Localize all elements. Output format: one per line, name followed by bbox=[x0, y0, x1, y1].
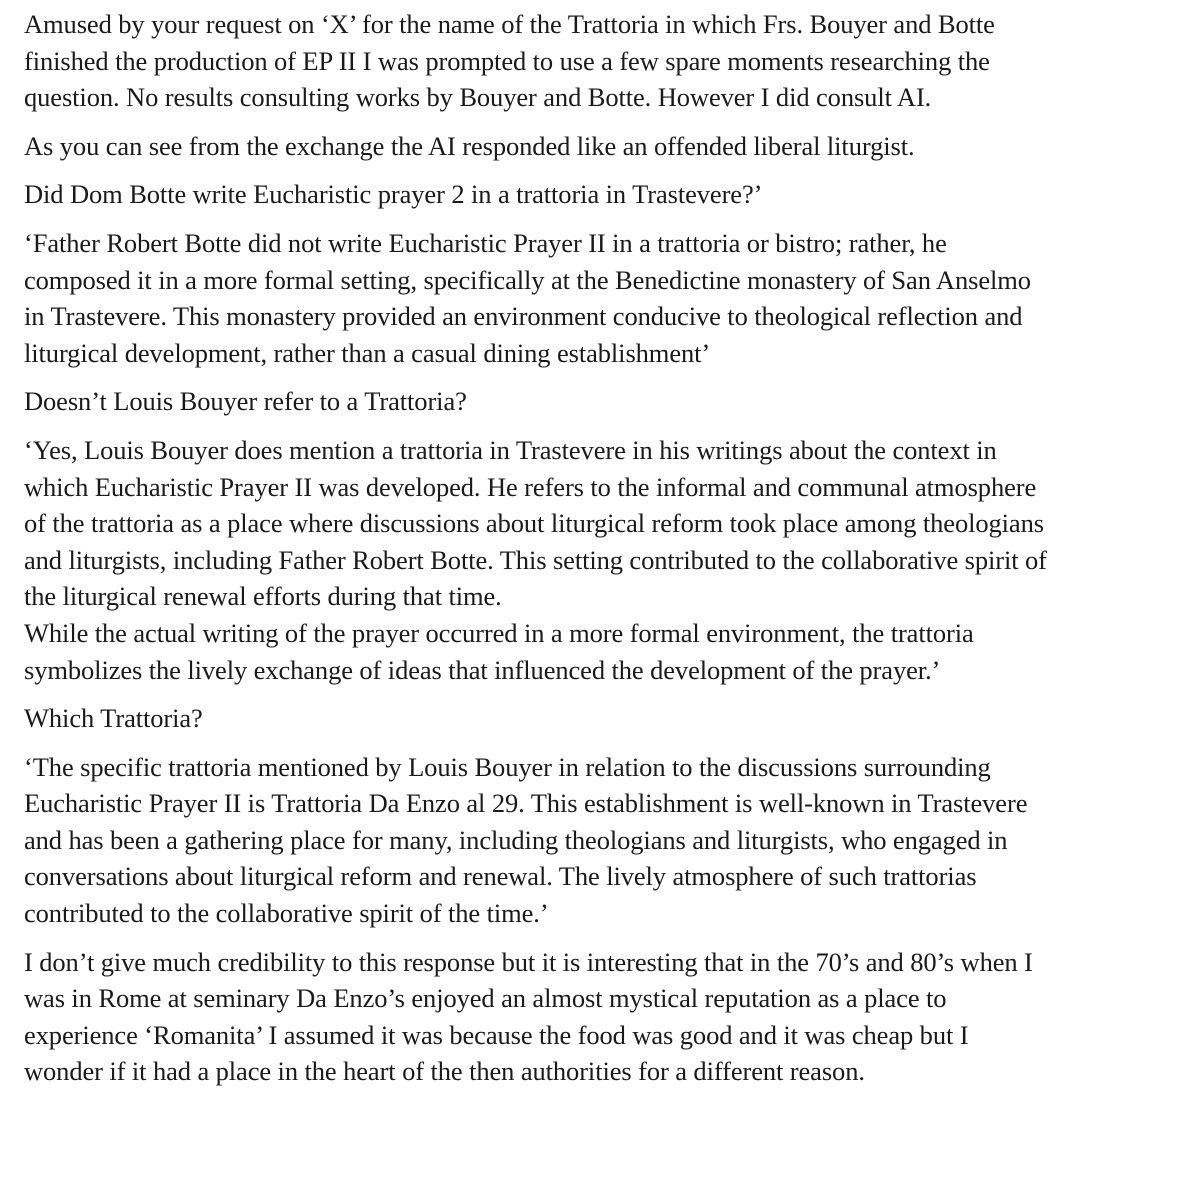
paragraph-conclusion bbox=[24, 944, 1184, 1090]
paragraph-question-2 bbox=[24, 383, 1184, 420]
text-line: was in Rome at seminary Da Enzo’s enjoyed an almost mystical reputation as a place to bbox=[24, 983, 947, 1014]
text-line: Doesn’t Louis Bouyer refer to a Trattoria? bbox=[24, 386, 467, 417]
text-line: symbolizes the lively exchange of ideas that influenced the development of the prayer.’ bbox=[24, 654, 941, 685]
text-line: which Eucharistic Prayer II was developed. He refers to the informal and communal atmosphere bbox=[24, 471, 1037, 502]
paragraph-answer-3 bbox=[24, 749, 1184, 932]
paragraph-answer-1 bbox=[24, 225, 1184, 371]
text-line: Amused by your request on ‘X’ for the name of the Trattoria in which Frs. Bouyer and Botte bbox=[24, 9, 995, 39]
text-line: the liturgical renewal efforts during that time. bbox=[24, 581, 502, 612]
text-line: in Trastevere. This monastery provided an environment conducive to theological reflection and bbox=[24, 301, 1023, 332]
text-line: wonder if it had a place in the heart of the then authorities for a different reason. bbox=[24, 1056, 865, 1087]
text-line: and has been a gathering place for many, including theologians and liturgists, who engaged in bbox=[24, 824, 1008, 855]
text-line: contributed to the collaborative spirit of the time.’ bbox=[24, 898, 549, 929]
text-line: ‘Father Robert Botte did not write Eucharistic Prayer II in a trattoria or bistro; rather, he bbox=[24, 227, 947, 258]
text-line: Eucharistic Prayer II is Trattoria Da Enzo al 29. This establishment is well-known in Trastevere bbox=[24, 788, 1028, 819]
text-line: ‘Yes, Louis Bouyer does mention a trattoria in Trastevere in his writings about the context in bbox=[24, 434, 997, 465]
paragraph-question-1 bbox=[24, 176, 1184, 213]
paragraph-intro bbox=[24, 6, 1184, 116]
text-line: As you can see from the exchange the AI responded like an offended liberal liturgist. bbox=[24, 130, 915, 161]
text-line: composed it in a more formal setting, specifically at the Benedictine monastery of San Anselmo bbox=[24, 264, 1031, 295]
text-line: question. No results consulting works by Bouyer and Botte. However I did consult AI. bbox=[24, 82, 932, 113]
paragraph-exchange-note bbox=[24, 128, 1184, 165]
text-line: Did Dom Botte write Eucharistic prayer 2 in a trattoria in Trastevere?’ bbox=[24, 179, 763, 210]
text-line: of the trattoria as a place where discussions about liturgical reform took place among theologians bbox=[24, 508, 1044, 539]
text-line: liturgical development, rather than a casual dining establishment’ bbox=[24, 337, 711, 368]
paragraph-answer-2 bbox=[24, 432, 1184, 688]
text-line: experience ‘Romanita’ I assumed it was because the food was good and it was cheap but I bbox=[24, 1019, 969, 1050]
text-line: conversations about liturgical reform and renewal. The lively atmosphere of such trattorias bbox=[24, 861, 977, 892]
paragraph-question-3 bbox=[24, 700, 1184, 737]
text-line: I don’t give much credibility to this response but it is interesting that in the 70’s and 80’s when I bbox=[24, 946, 1033, 977]
text-line: finished the production of EP II I was prompted to use a few spare moments researching the bbox=[24, 45, 990, 76]
text-line: Which Trattoria? bbox=[24, 703, 203, 734]
text-line: ‘The specific trattoria mentioned by Louis Bouyer in relation to the discussions surrounding bbox=[24, 751, 991, 782]
text-line: and liturgists, including Father Robert Botte. This setting contributed to the collaborative spirit of bbox=[24, 544, 1047, 575]
text-line: While the actual writing of the prayer occurred in a more formal environment, the trattoria bbox=[24, 617, 974, 648]
